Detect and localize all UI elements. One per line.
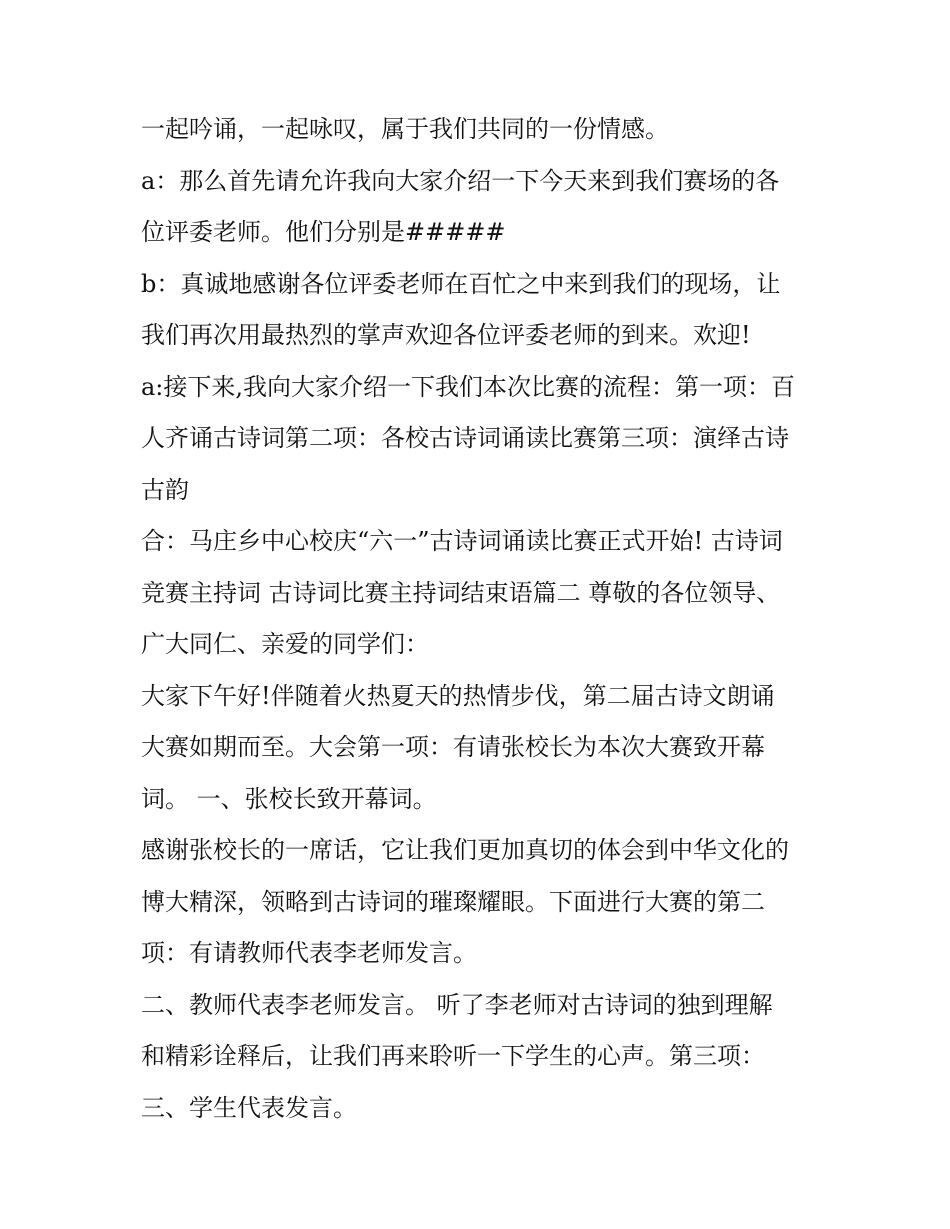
text-line: 感谢张校长的一席话，它让我们更加真切的体会到中华文化的 (141, 836, 789, 864)
text-line: 和精彩诠释后，让我们再来聆听一下学生的心声。第三项： (141, 1042, 765, 1070)
document-body (141, 104, 821, 1134)
text-line: 词。 一、张校长致开幕词。 (141, 784, 437, 813)
text-line: 博大精深，领略到古诗词的璀璨耀眼。下面进行大赛的第二 (141, 887, 765, 916)
text-line: 人齐诵古诗词第二项：各校古诗词诵读比赛第三项：演绎古诗 (141, 424, 789, 452)
text-line: 一起吟诵，一起咏叹，属于我们共同的一份情感。 (141, 115, 669, 143)
text-line: 位评委老师。他们分别是##### (141, 218, 506, 246)
text-line: 项：有请教师代表李老师发言。 (141, 939, 477, 967)
text-line: 大家下午好!伴随着火热夏天的热情步伐，第二届古诗文朗诵 (141, 681, 775, 710)
text-line: a：那么首先请允许我向大家介绍一下今天来到我们赛场的各 (141, 166, 780, 195)
text-line: 我们再次用最热烈的掌声欢迎各位评委老师的到来。欢迎! (141, 321, 751, 349)
text-line: a:接下来,我向大家介绍一下我们本次比赛的流程：第一项：百 (141, 372, 796, 401)
text-line: 古韵 (141, 475, 189, 504)
text-line: 三、学生代表发言。 (141, 1093, 357, 1122)
text-line: 二、教师代表李老师发言。 听了李老师对古诗词的独到理解 (141, 990, 773, 1019)
text-line: 广大同仁、亲爱的同学们： (141, 630, 429, 658)
text-line: 竞赛主持词 古诗词比赛主持词结束语篇二 尊敬的各位领导、 (141, 578, 781, 607)
text-line: b：真诚地感谢各位评委老师在百忙之中来到我们的现场，让 (141, 269, 781, 298)
text-line: 大赛如期而至。大会第一项：有请张校长为本次大赛致开幕 (141, 733, 765, 761)
text-line: 合：马庄乡中心校庆“六一”古诗词诵读比赛正式开始! 古诗词 (141, 527, 783, 555)
